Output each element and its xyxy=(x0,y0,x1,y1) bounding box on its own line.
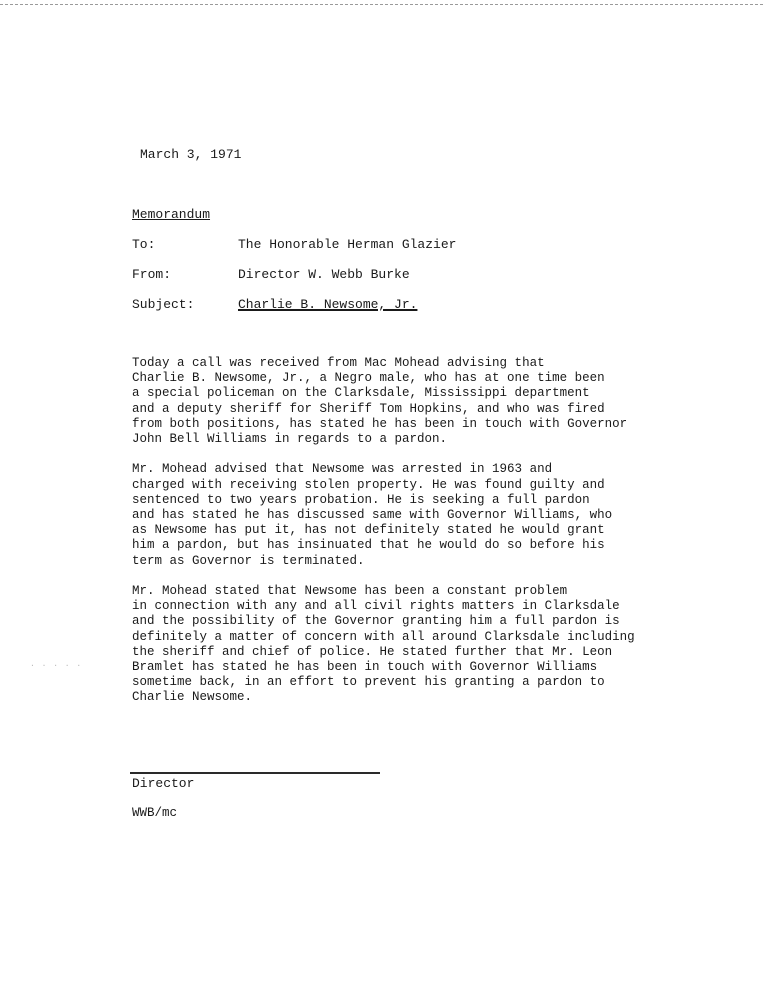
faint-margin-smudge: . . . . . xyxy=(30,660,83,669)
body-paragraph-1: Today a call was received from Mac Mohead advising that Charlie B. Newsome, Jr., a Negro male, who has at one time been a special policeman on the Clarksdale, Mississippi department and a deputy sheriff for Sheriff Tom Hopkins, and who was fired from both positions, has stated he has been in touch with Governor John Bell Williams in regards to a pardon. xyxy=(132,356,628,447)
from-sender: Director W. Webb Burke xyxy=(238,267,410,282)
memo-body xyxy=(132,356,652,721)
to-label: To: xyxy=(132,237,156,252)
from-label: From: xyxy=(132,267,172,282)
typist-initials: WWB/mc xyxy=(132,806,178,820)
signature-line xyxy=(130,772,380,774)
signer-title: Director xyxy=(132,776,195,791)
subject-label: Subject: xyxy=(132,297,195,312)
body-paragraph-2: Mr. Mohead advised that Newsome was arrested in 1963 and charged with receiving stolen property. He was found guilty and sentenced to two years probation. He is seeking a full pardon and has stated he has discussed same with Governor Williams, who as Newsome has put it, has not definitely stated he would grant him a pardon, but has insinuated that he would do so before his term as Governor is terminated. xyxy=(132,462,613,568)
page-top-edge-rule xyxy=(0,4,763,5)
to-recipient: The Honorable Herman Glazier xyxy=(238,237,457,252)
subject-value: Charlie B. Newsome, Jr. xyxy=(238,297,418,312)
memo-heading: Memorandum xyxy=(132,207,211,222)
memo-date: March 3, 1971 xyxy=(140,147,242,162)
body-paragraph-3: Mr. Mohead stated that Newsome has been a constant problem in connection with any and all civil rights matters in Clarksdale and the possibility of the Governor granting him a full pardon is definitely a matter of concern with all around Clarksdale including the sheriff and chief of police. He stated further that Mr. Leon Bramlet has stated he has been in touch with Governor Williams sometime back, in an effort to prevent his granting a pardon to Charlie Newsome. xyxy=(132,584,635,705)
